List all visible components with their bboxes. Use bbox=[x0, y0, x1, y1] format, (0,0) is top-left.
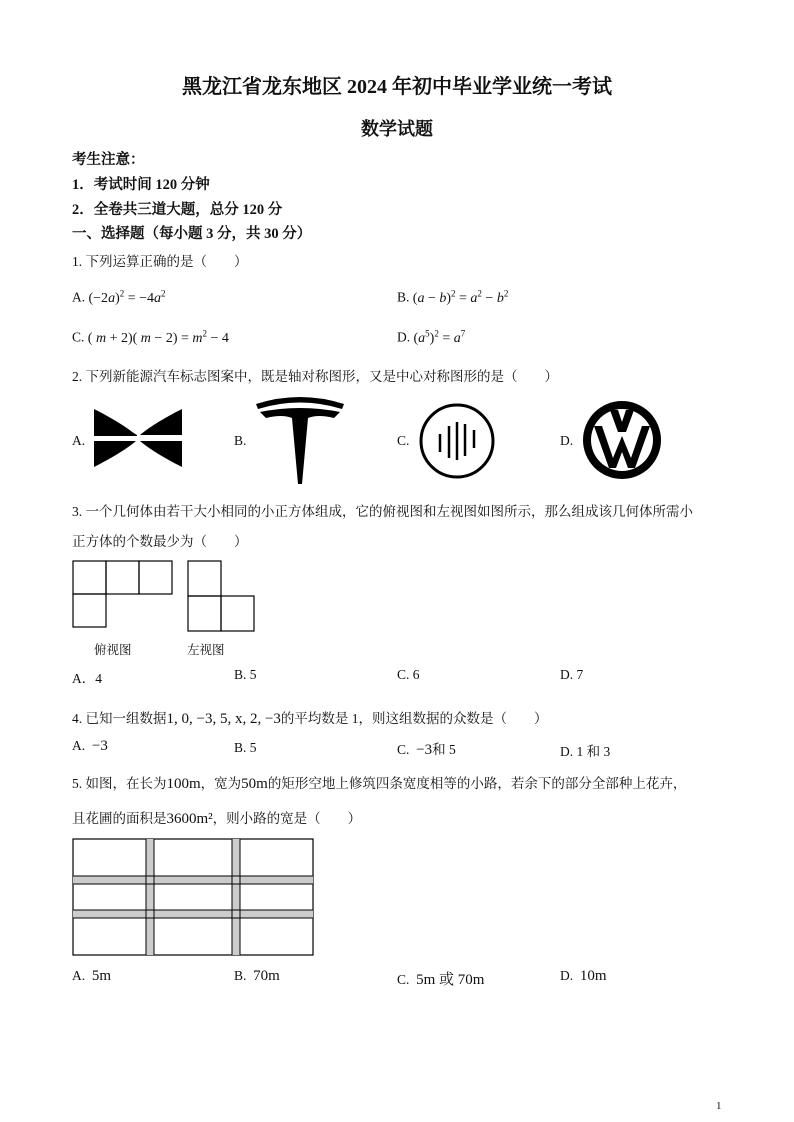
q5-garden-diagram bbox=[72, 838, 316, 958]
q5-text: ，则小路的宽是（ ） bbox=[212, 811, 362, 826]
option-label: C. bbox=[72, 329, 85, 345]
option-label: D. bbox=[560, 968, 574, 983]
q2-option-c-label: C. bbox=[397, 433, 410, 448]
option-label: C. bbox=[397, 972, 410, 987]
q5-text: 且花圃的面积是 bbox=[72, 811, 167, 826]
q4-option-d: D. 1 和 3 bbox=[560, 744, 611, 759]
q4-stem-suffix: 的平均数是 1，则这组数据的众数是（ ） bbox=[280, 711, 548, 726]
q1-option-b bbox=[397, 288, 508, 307]
note-item: 1．考试时间 120 分钟 bbox=[72, 177, 210, 193]
exam-title: 黑龙江省龙东地区 2024 年初中毕业学业统一考试 bbox=[182, 76, 612, 98]
option-label: A. bbox=[72, 968, 86, 983]
option-label: C. bbox=[397, 742, 410, 757]
q5-text: 的矩形空地上修筑四条宽度相等的小路，若余下的部分全部种上花卉， bbox=[267, 776, 687, 791]
option-label: A. bbox=[72, 738, 86, 753]
q3-stem-line2: 正方体的个数最少为（ ） bbox=[72, 534, 248, 549]
q4-stem-prefix: 4. 已知一组数据 bbox=[72, 711, 167, 726]
circle-bars-logo-icon bbox=[418, 402, 496, 480]
option-label: B. bbox=[234, 968, 247, 983]
q3-option-c: C. 6 bbox=[397, 667, 420, 682]
q5-option-c bbox=[397, 968, 484, 989]
q5-width: 50m bbox=[241, 776, 268, 792]
q1-option-a bbox=[72, 288, 166, 307]
q5-text: ，宽为 bbox=[200, 776, 242, 791]
exam-subtitle: 数学试题 bbox=[361, 119, 433, 139]
option-label: B. bbox=[397, 289, 410, 305]
option-value: −3 bbox=[416, 742, 433, 758]
q1-option-a-expression: $(-2a)^2 = -4a^2$ bbox=[88, 288, 166, 306]
section-heading: 一、选择题（每小题 3 分，共 30 分） bbox=[72, 226, 312, 242]
q5-text: 5. 如图，在长为 bbox=[72, 776, 167, 791]
q5-area: 3600m² bbox=[166, 811, 213, 827]
page-number: 1 bbox=[716, 1100, 722, 1112]
q4-option-c bbox=[397, 738, 456, 759]
q1-option-d-expression: $(a^5)^2 = a^7$ bbox=[413, 328, 466, 346]
option-value: 5m 或 70m bbox=[416, 972, 485, 988]
q1-option-c bbox=[72, 328, 229, 347]
q3-option-a: A．4 bbox=[72, 671, 102, 686]
q1-option-c-expression: ( m + 2)( $m - 2) = m^2 - 4$ bbox=[87, 328, 229, 346]
left-view-diagram bbox=[187, 560, 257, 632]
q5-stem-line2 bbox=[72, 807, 361, 828]
option-suffix: 和 5 bbox=[432, 742, 456, 757]
option-value: 10m bbox=[579, 968, 607, 984]
q2-option-a-label: A. bbox=[72, 433, 86, 448]
q1-stem: 1. 下列运算正确的是（ ） bbox=[72, 254, 248, 269]
t-shape-logo-icon bbox=[254, 396, 346, 486]
option-value: 70m bbox=[253, 968, 280, 984]
q5-option-d bbox=[560, 968, 607, 985]
x-shape-logo-icon bbox=[92, 408, 184, 468]
q3-option-d: D. 7 bbox=[560, 667, 584, 682]
q2-option-b-label: B. bbox=[234, 433, 247, 448]
option-label: A. bbox=[72, 289, 86, 305]
option-value: −3 bbox=[91, 738, 108, 754]
q1-option-d bbox=[397, 328, 465, 347]
q2-option-d-label: D. bbox=[560, 433, 574, 448]
q3-stem-line1: 3. 一个几何体由若干大小相同的小正方体组成，它的俯视图和左视图如图所示，那么组成该几何体所需小 bbox=[72, 504, 693, 519]
q4-option-a bbox=[72, 738, 108, 755]
q2-stem: 2. 下列新能源汽车标志图案中，既是轴对称图形，又是中心对称图形的是（ ） bbox=[72, 369, 558, 384]
top-view-label: 俯视图 bbox=[94, 643, 132, 657]
q4-stem bbox=[72, 707, 548, 728]
note-item: 2．全卷共三道大题，总分 120 分 bbox=[72, 202, 283, 218]
option-value: 5m bbox=[91, 968, 112, 984]
notes-heading: 考生注意： bbox=[72, 152, 145, 168]
q4-data-values: 1, 0, −3, 5, x, 2, −3 bbox=[166, 711, 281, 727]
q5-length: 100m bbox=[166, 776, 201, 792]
vw-logo-icon bbox=[582, 400, 662, 480]
q4-option-b: B. 5 bbox=[234, 740, 257, 755]
q1-option-b-expression: $(a - b)^2 = a^2 - b^2$ bbox=[412, 288, 509, 306]
q3-option-b: B. 5 bbox=[234, 667, 257, 682]
option-label: D. bbox=[397, 329, 411, 345]
q5-option-a bbox=[72, 968, 111, 985]
q5-stem-line1 bbox=[72, 772, 686, 793]
q5-option-b bbox=[234, 968, 280, 985]
left-view-label: 左视图 bbox=[187, 643, 225, 657]
top-view-diagram bbox=[72, 560, 176, 628]
